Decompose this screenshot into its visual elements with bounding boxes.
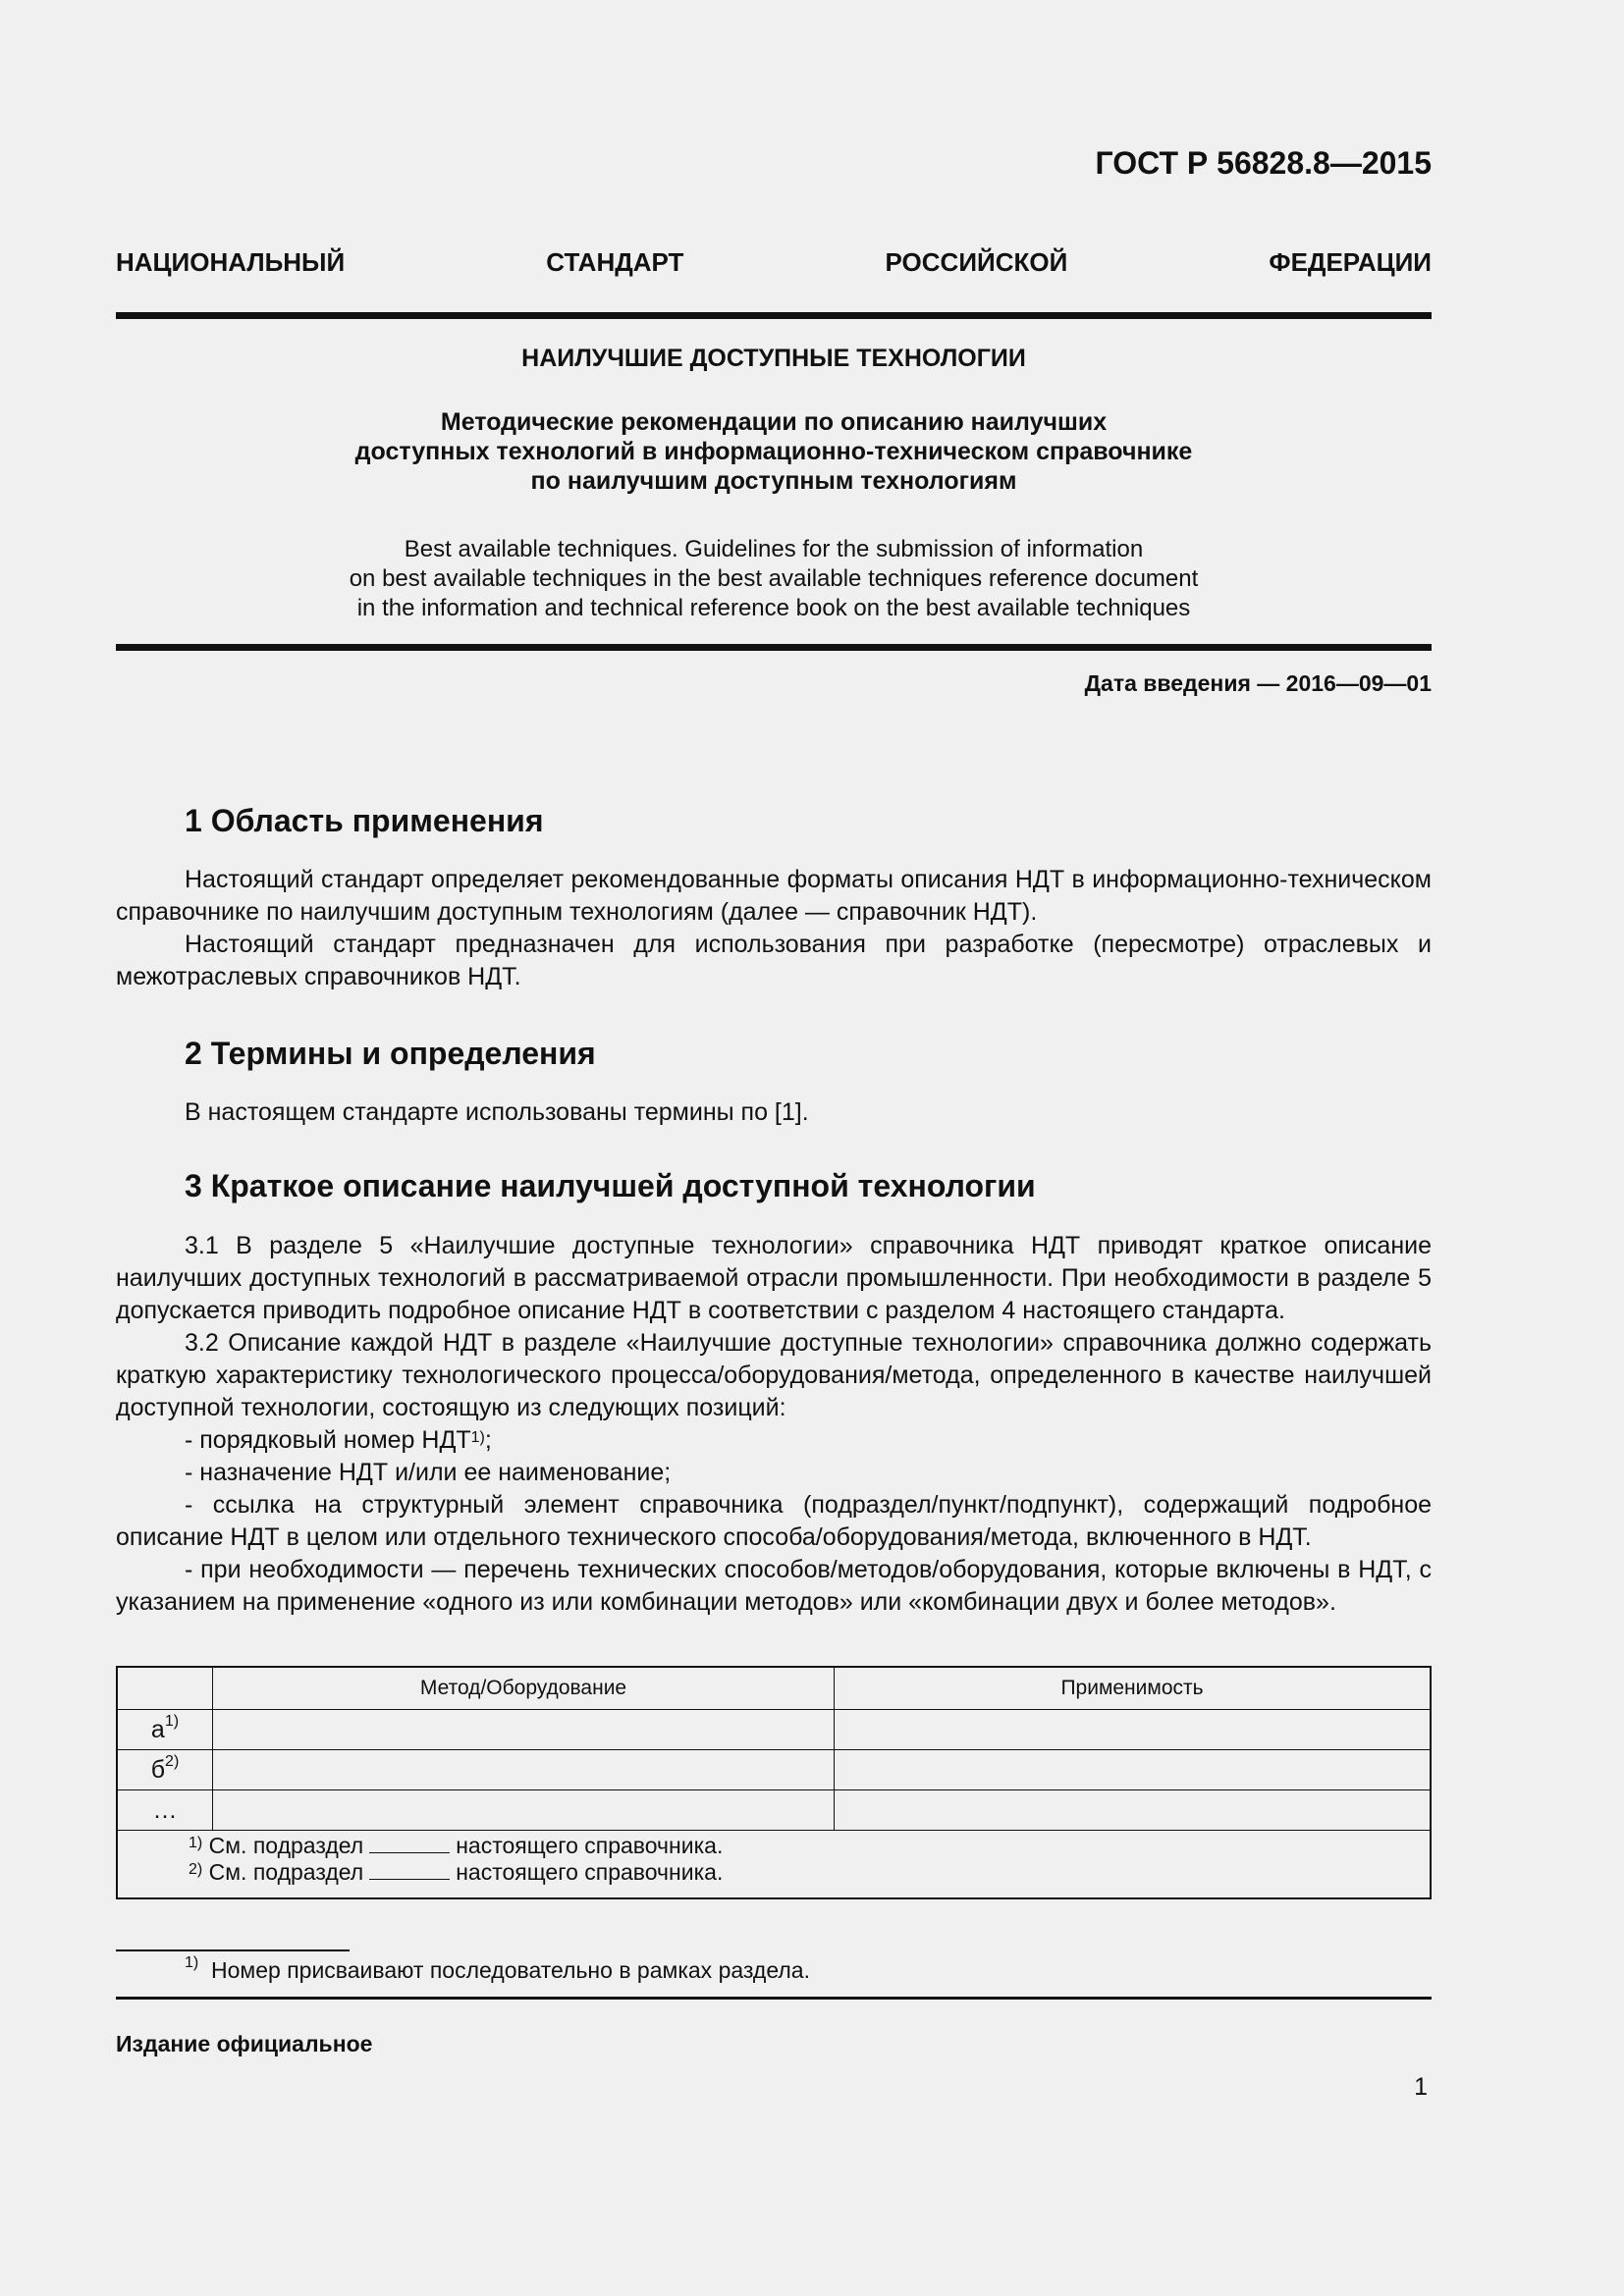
section-3-heading: 3 Краткое описание наилучшей доступной технологии — [185, 1168, 1036, 1203]
subtitle-line: по наилучшим доступным технологиям — [530, 467, 1017, 495]
official-edition: Издание официальное — [116, 2031, 373, 2056]
table-notes-row — [117, 1831, 1431, 1899]
table-header-cell: Метод/Оборудование — [213, 1667, 835, 1710]
table-notes — [117, 1831, 1431, 1899]
subtitle-line: доступных технологий в информационно-техническом справочнике — [354, 438, 1193, 465]
table-cell — [213, 1710, 835, 1750]
top-rule — [116, 312, 1432, 319]
table-header-row — [117, 1667, 1431, 1710]
footnote: $^{1)}$ Номер присваивают последовательно в рамках раздела. — [185, 1954, 810, 1983]
list-item: - назначение НДТ и/или ее наименование; — [185, 1459, 672, 1486]
table-note: $^{1)}$ См. подраздел настоящего справочника. — [189, 1833, 724, 1858]
english-title — [116, 535, 1432, 623]
table-row — [117, 1790, 1431, 1831]
row-label: $б^{2)}$ — [117, 1750, 213, 1790]
footer-rule — [116, 1997, 1432, 2000]
standard-code: ГОСТ Р 56828.8—2015 — [1095, 145, 1432, 181]
list-item: - при необходимости — перечень технических способов/методов/оборудования, которые включены в НДТ, с указанием на применение «одного из или комбинации методов» или «комбинации двух и более методов». — [116, 1556, 1432, 1616]
document-title: НАИЛУЧШИЕ ДОСТУПНЫЕ ТЕХНОЛОГИИ — [521, 345, 1026, 372]
paragraph: В настоящем стандарте использованы термины по [1]. — [185, 1098, 809, 1126]
table-cell — [213, 1750, 835, 1790]
paragraph: 3.1 В разделе 5 «Наилучшие доступные технологии» справочника НДТ приводят краткое описание наилучших доступных технологий в рассматриваемой отрасли промышленности. При необходимости в разделе 5 допускается приводить подробное описание НДТ в соответствии с разделом 4 настоящего стандарта. — [116, 1232, 1432, 1324]
table-row — [117, 1750, 1431, 1790]
fill-in-blank — [369, 1833, 450, 1853]
paragraph: 3.2 Описание каждой НДТ в разделе «Наилучшие доступные технологии» справочника должно содержать краткую характеристику технологического процесса/оборудования/метода, определенного в качестве наилучшей доступной технологии, состоящую из следующих позиций: — [116, 1329, 1432, 1421]
footnote-separator — [116, 1949, 350, 1951]
table-cell — [835, 1790, 1432, 1831]
list-item: - ссылка на структурный элемент справочника (подраздел/пункт/подпункт), содержащий подробное описание НДТ в целом или отдельного технического способа/оборудования/метода, включенного в НДТ. — [116, 1491, 1432, 1551]
footnote-ref: 1) — [470, 1429, 485, 1446]
table-cell — [835, 1750, 1432, 1790]
section-1-heading: 1 Область применения — [185, 803, 544, 838]
table-row — [117, 1710, 1431, 1750]
table-header-cell: Применимость — [835, 1667, 1432, 1710]
methods-table — [116, 1666, 1432, 1899]
paragraph: Настоящий стандарт определяет рекомендованные форматы описания НДТ в информационно-техническом справочнике по наилучшим доступным технологиям (далее — справочник НДТ). — [116, 866, 1432, 926]
english-title-line: in the information and technical reference book on the best available techniques — [356, 595, 1191, 621]
table-cell — [213, 1790, 835, 1831]
table-note: $^{2)}$ См. подраздел настоящего справочника. — [189, 1859, 724, 1885]
english-title-line: on best available techniques in the best available techniques reference document — [349, 565, 1199, 592]
document-subtitle — [116, 407, 1432, 496]
paragraph: Настоящий стандарт предназначен для использования при разработке (пересмотре) отраслевых и межотраслевых справочников НДТ. — [116, 931, 1432, 990]
introduction-date: Дата введения — 2016—09—01 — [1084, 670, 1432, 696]
section-1-body — [116, 864, 1432, 993]
table-header-cell — [117, 1667, 213, 1710]
list-item: - порядковый номер НДТ$^{1)}$; — [185, 1426, 492, 1454]
row-label: … — [117, 1790, 213, 1831]
page-number: 1 — [1414, 2073, 1428, 2101]
section-2-body — [116, 1096, 1432, 1129]
english-title-line: Best available techniques. Guidelines for the submission of information — [404, 536, 1144, 562]
section-2-heading: 2 Термины и определения — [185, 1036, 596, 1071]
national-standard-banner: НАЦИОНАЛЬНЫЙ СТАНДАРТ РОССИЙСКОЙ ФЕДЕРАЦИИ — [116, 247, 1432, 277]
row-label: $а^{1)}$ — [117, 1710, 213, 1750]
table-cell — [835, 1710, 1432, 1750]
title-bottom-rule — [116, 644, 1432, 651]
fill-in-blank — [369, 1859, 450, 1880]
section-3-body — [116, 1230, 1432, 1619]
subtitle-line: Методические рекомендации по описанию наилучших — [440, 408, 1108, 436]
